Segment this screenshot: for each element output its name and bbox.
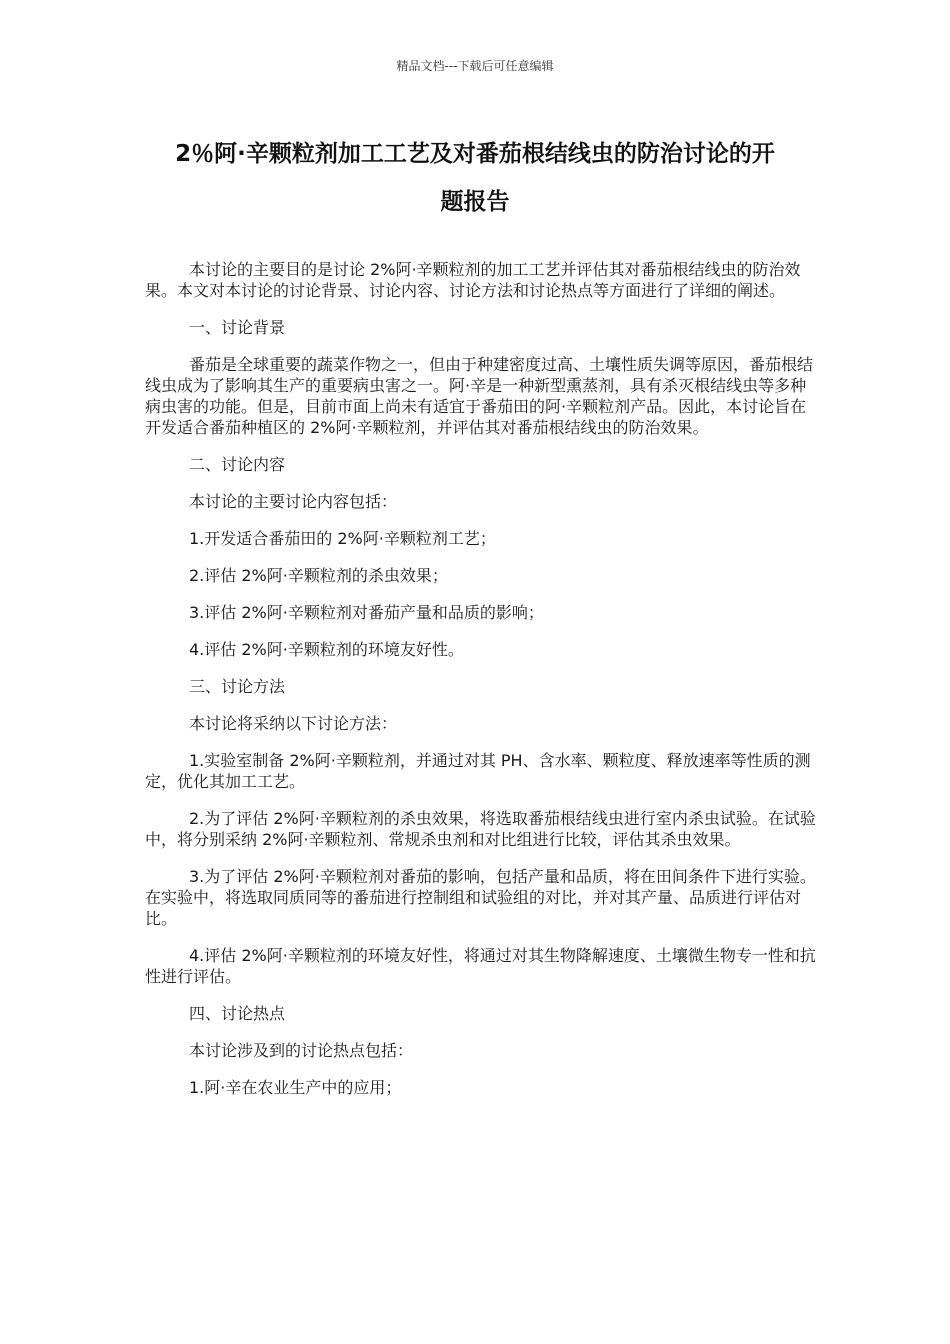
- section-heading-methods: 三、讨论方法: [189, 677, 286, 696]
- method-item-1: 1.实验室制备 2%阿·辛颗粒剂，并通过对其 PH、含水率、颗粒度、释放速率等性质的测定，优化其加工工艺。: [145, 751, 811, 791]
- content-item-2: 2.评估 2%阿·辛颗粒剂的杀虫效果；: [189, 566, 448, 585]
- method-item-3: 3.为了评估 2%阿·辛颗粒剂对番茄的影响，包括产量和品质，将在田间条件下进行实验。在实验中，将选取同质同等的番茄进行控制组和试验组的对比，并对其产量、品质进行评估对比。: [145, 867, 816, 928]
- hotspot-item-1: 1.阿·辛在农业生产中的应用；: [189, 1078, 402, 1097]
- document-title: [130, 130, 820, 226]
- background-paragraph: 番茄是全球重要的蔬菜作物之一，但由于种建密度过高、土壤性质失调等原因，番茄根结线虫成为了影响其生产的重要病虫害之一。阿·辛是一种新型熏蒸剂，具有杀灭根结线虫等多种病虫害的功能。但是，目前市面上尚未有适宜于番茄田的阿·辛颗粒剂产品。因此，本讨论旨在开发适合番茄种植区的 2%阿·辛颗粒剂，并评估其对番茄根结线虫的防治效果。: [145, 355, 814, 437]
- methods-intro: 本讨论将采纳以下讨论方法：: [189, 714, 398, 733]
- content-item-4: 4.评估 2%阿·辛颗粒剂的环境友好性。: [189, 640, 464, 659]
- method-item-4: 4.评估 2%阿·辛颗粒剂的环境友好性，将通过对其生物降解速度、土壤微生物专一性和抗性进行评估。: [145, 946, 816, 986]
- section-heading-background: 一、讨论背景: [189, 318, 286, 337]
- method-item-2: 2.为了评估 2%阿·辛颗粒剂的杀虫效果，将选取番茄根结线虫进行室内杀虫试验。在试验中，将分别采纳 2%阿·辛颗粒剂、常规杀虫剂和对比组进行比较，评估其杀虫效果。: [145, 809, 816, 849]
- content-item-3: 3.评估 2%阿·辛颗粒剂对番茄产量和品质的影响；: [189, 603, 544, 622]
- section-heading-hotspots: 四、讨论热点: [189, 1004, 286, 1023]
- content-intro: 本讨论的主要讨论内容包括：: [189, 492, 398, 511]
- content-item-1: 1.开发适合番茄田的 2%阿·辛颗粒剂工艺；: [189, 529, 496, 548]
- document-body: [145, 259, 817, 1114]
- title-line-2: 题报告: [440, 189, 510, 215]
- page-header: 精品文档---下载后可任意编辑: [396, 59, 554, 73]
- intro-paragraph: 本讨论的主要目的是讨论 2%阿·辛颗粒剂的加工工艺并评估其对番茄根结线虫的防治效果。本文对本讨论的讨论背景、讨论内容、讨论方法和讨论热点等方面进行了详细的阐述。: [145, 260, 801, 300]
- section-heading-content: 二、讨论内容: [189, 455, 286, 474]
- hotspots-intro: 本讨论涉及到的讨论热点包括：: [189, 1041, 414, 1060]
- title-line-1: 2％阿·辛颗粒剂加工工艺及对番茄根结线虫的防治讨论的开: [175, 141, 775, 167]
